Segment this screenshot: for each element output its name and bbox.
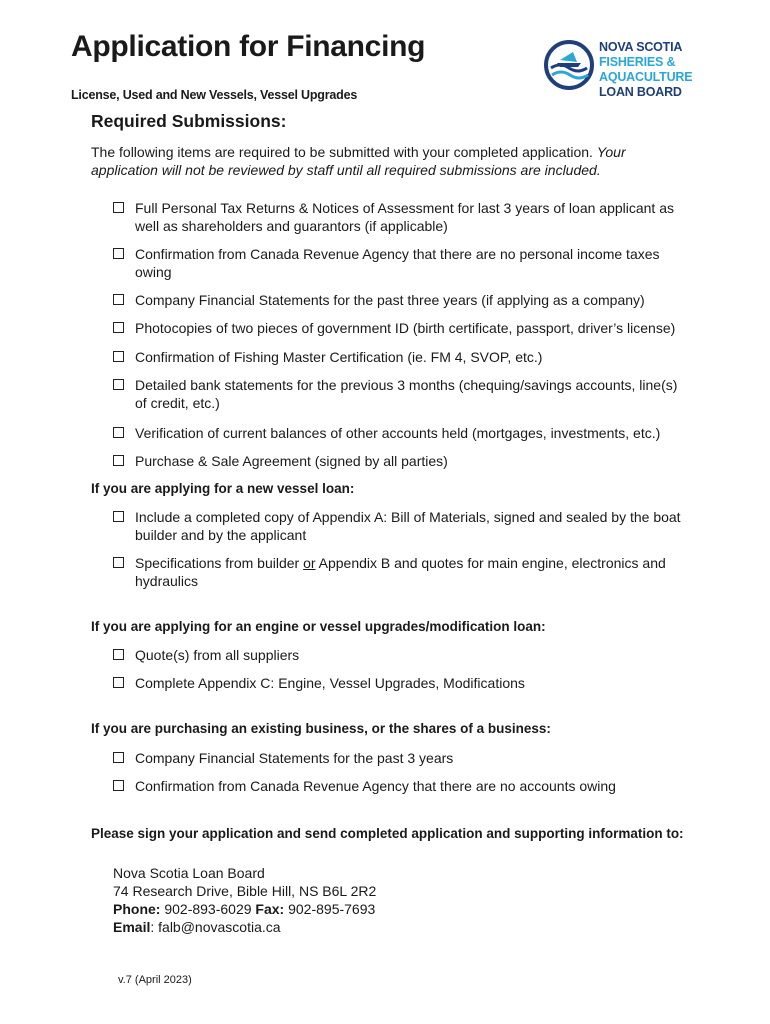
checklist-item xyxy=(113,674,693,692)
checklist-item-text: Photocopies of two pieces of government ID (birth certificate, passport, driver’s license) xyxy=(135,320,676,336)
page-subtitle: License, Used and New Vessels, Vessel Upgrades xyxy=(71,88,358,102)
checkbox[interactable] xyxy=(113,511,124,522)
checklist-item xyxy=(113,376,693,412)
checkbox[interactable] xyxy=(113,202,124,213)
checklist-item xyxy=(113,452,693,470)
nsfalb-logo xyxy=(543,38,743,99)
checkbox[interactable] xyxy=(113,649,124,660)
checklist-item-text: Purchase & Sale Agreement (signed by all parties) xyxy=(135,453,448,469)
checklist-item xyxy=(113,646,693,664)
checklist-item xyxy=(113,319,693,337)
checkbox[interactable] xyxy=(113,455,124,466)
checkbox[interactable] xyxy=(113,677,124,688)
required-intro xyxy=(91,143,651,179)
phone-value: 902-893-6029 xyxy=(160,901,256,917)
checklist-item-text: Detailed bank statements for the previous 3 months (chequing/savings accounts, line(s) of credit, etc.) xyxy=(135,377,678,411)
mailing-address xyxy=(113,864,376,936)
checklist-item-text: Verification of current balances of other accounts held (mortgages, investments, etc.) xyxy=(135,425,661,441)
email-label: Email xyxy=(113,919,151,935)
checklist-item-text: Confirmation of Fishing Master Certification (ie. FM 4, SVOP, etc.) xyxy=(135,349,543,365)
existing-business-heading: If you are purchasing an existing business, or the shares of a business: xyxy=(91,721,551,736)
checkbox[interactable] xyxy=(113,351,124,362)
new-vessel-heading: If you are applying for a new vessel loan: xyxy=(91,481,355,496)
fax-label: Fax: xyxy=(255,901,285,917)
checklist-item xyxy=(113,749,693,767)
fax-value: 902-895-7693 xyxy=(284,901,376,917)
checklist-item xyxy=(113,508,693,544)
checkbox[interactable] xyxy=(113,248,124,259)
version-footer: v.7 (April 2023) xyxy=(118,974,192,986)
checklist-item xyxy=(113,348,693,366)
checklist-item xyxy=(113,291,693,309)
upgrade-heading: If you are applying for an engine or vessel upgrades/modification loan: xyxy=(91,619,546,634)
phone-label: Phone: xyxy=(113,901,161,917)
checkbox[interactable] xyxy=(113,752,124,763)
loan-board-emblem-icon xyxy=(543,38,595,92)
checkbox[interactable] xyxy=(113,379,124,390)
address-org: Nova Scotia Loan Board xyxy=(113,865,265,881)
checklist-item-text: Complete Appendix C: Engine, Vessel Upgrades, Modifications xyxy=(135,675,525,691)
address-street: 74 Research Drive, Bible Hill, NS B6L 2R2 xyxy=(113,883,377,899)
contact-email xyxy=(113,918,376,936)
checklist-item-text: Confirmation from Canada Revenue Agency that there are no personal income taxes owing xyxy=(135,246,660,280)
spec-post: Appendix B and quotes for main engine, electronics and hydraulics xyxy=(135,555,666,589)
checklist-item-text: Confirmation from Canada Revenue Agency that there are no accounts owing xyxy=(135,778,616,794)
sign-instructions: Please sign your application and send completed application and supporting information to: xyxy=(91,826,684,841)
email-value: : falb@novascotia.ca xyxy=(150,919,281,935)
checklist-item-text: Include a completed copy of Appendix A: Bill of Materials, signed and sealed by the boat builder and by the applicant xyxy=(135,509,681,543)
page-title: Application for Financing xyxy=(71,30,426,63)
logo-wordmark xyxy=(599,40,743,100)
checklist-item-text: Full Personal Tax Returns & Notices of Assessment for last 3 years of loan applicant as well as shareholders and guarantors (if applicable) xyxy=(135,200,674,234)
checklist-item-text: Company Financial Statements for the past three years (if applying as a company) xyxy=(135,292,645,308)
checkbox[interactable] xyxy=(113,427,124,438)
checklist-item xyxy=(113,777,693,795)
spec-pre: Specifications from builder xyxy=(135,555,304,571)
spec-or: or xyxy=(303,555,316,571)
logo-line-2: FISHERIES & AQUACULTURE xyxy=(599,55,693,84)
contact-phone-fax xyxy=(113,900,376,918)
intro-italic: Your application will not be reviewed by staff until all required submissions are included. xyxy=(91,144,626,178)
required-heading: Required Submissions: xyxy=(91,111,287,131)
checklist-item-text xyxy=(135,554,685,590)
logo-line-1: NOVA SCOTIA xyxy=(599,40,683,54)
checklist-item-text: Company Financial Statements for the past 3 years xyxy=(135,750,454,766)
intro-plain: The following items are required to be submitted with your completed application. xyxy=(91,144,597,160)
checkbox[interactable] xyxy=(113,557,124,568)
checklist-item-text: Quote(s) from all suppliers xyxy=(135,647,300,663)
checklist-item xyxy=(113,199,693,235)
checklist-item xyxy=(113,245,693,281)
logo-line-3: LOAN BOARD xyxy=(599,85,682,99)
checkbox[interactable] xyxy=(113,294,124,305)
checklist-item xyxy=(113,554,693,590)
checklist-item xyxy=(113,424,693,442)
checkbox[interactable] xyxy=(113,322,124,333)
checkbox[interactable] xyxy=(113,780,124,791)
